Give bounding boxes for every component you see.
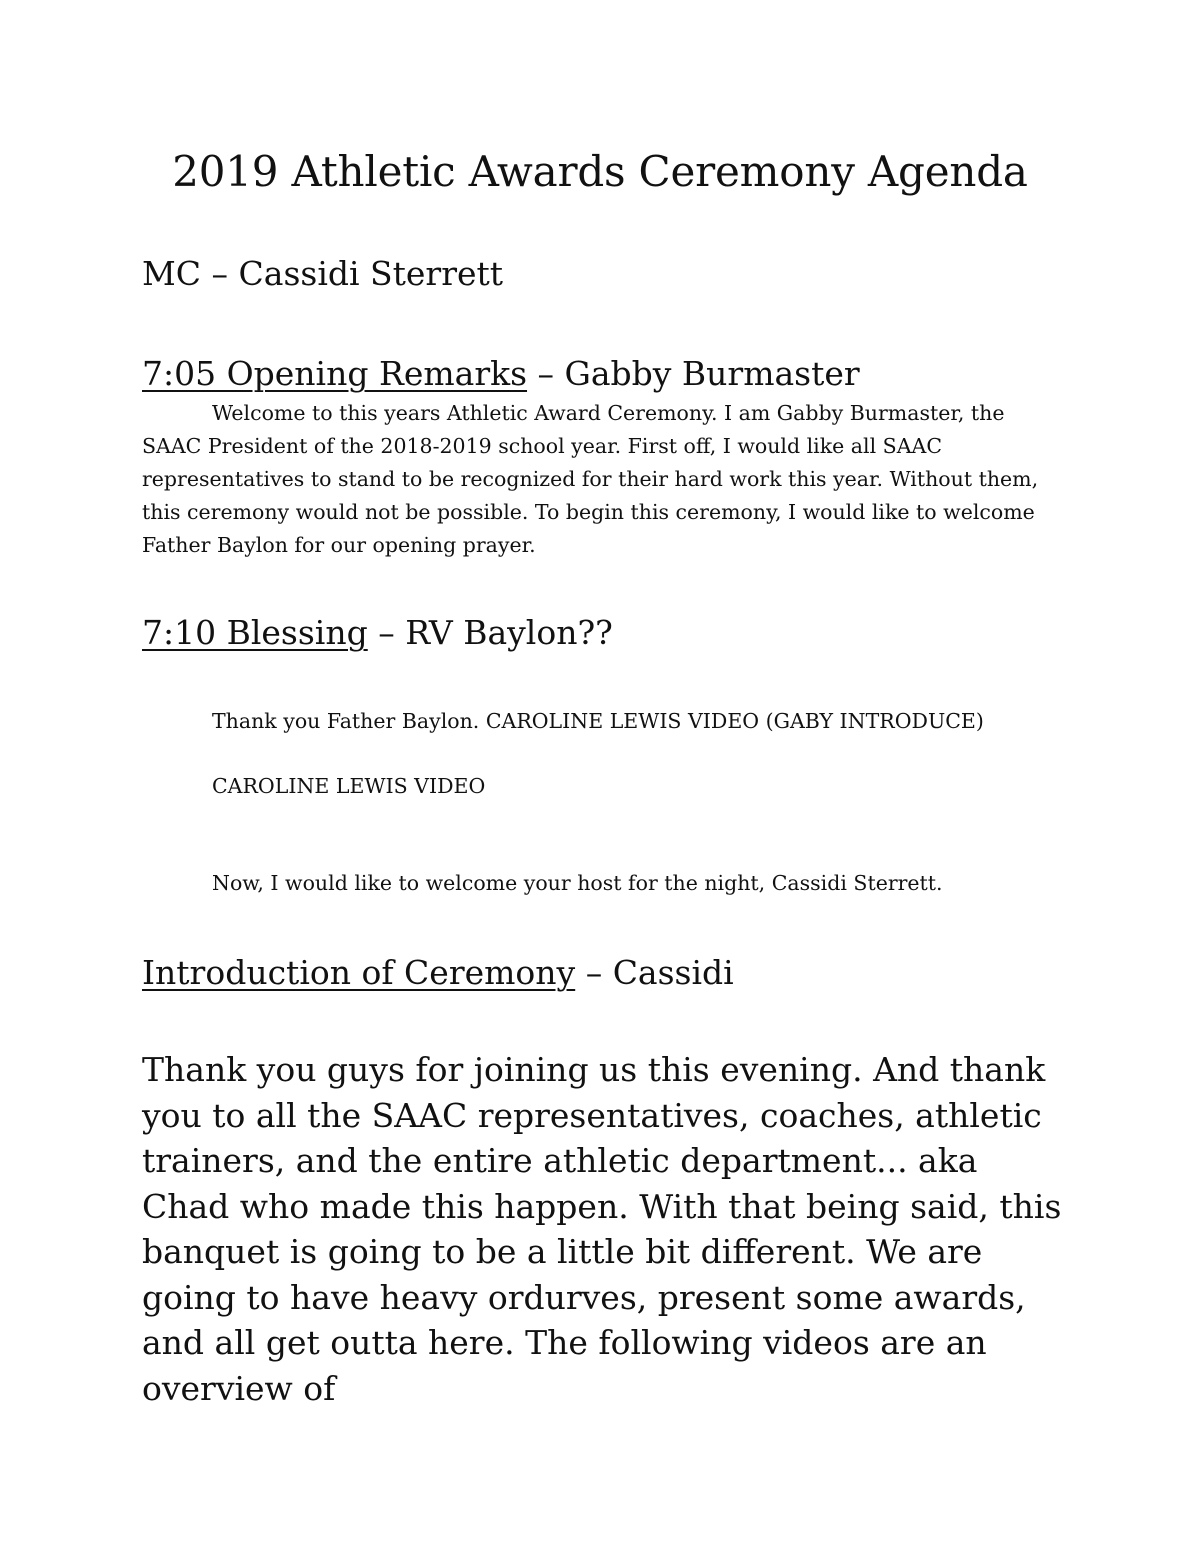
section-title: 7:05 Opening Remarks xyxy=(142,354,528,393)
section-speaker: RV Baylon?? xyxy=(405,613,613,652)
section-heading-blessing xyxy=(142,611,613,655)
document-title: 2019 Athletic Awards Ceremony Agenda xyxy=(172,147,1028,196)
introduction-paragraph: Thank you guys for joining us this evening. And thank you to all the SAAC representatives, coaches, athletic trainers, and the entire athletic department... aka Chad who made this happen. With that being said, this banquet is going to be a little bit different. We are going to have heavy ordurves, present some awards, and all get outta here. The following videos are an overview of xyxy=(142,1050,1062,1408)
section-speaker: Cassidi xyxy=(612,953,734,992)
section-heading-opening-remarks xyxy=(142,352,860,396)
section-title: Introduction of Ceremony xyxy=(142,953,576,992)
section-speaker: Gabby Burmaster xyxy=(564,354,860,393)
section-heading-introduction xyxy=(142,951,734,995)
section-separator: – xyxy=(527,354,565,393)
section-separator: – xyxy=(367,613,406,652)
mc-line: MC – Cassidi Sterrett xyxy=(142,254,504,293)
blessing-line: Now, I would like to welcome your host for the night, Cassidi Sterrett. xyxy=(212,871,943,895)
blessing-line: Thank you Father Baylon. CAROLINE LEWIS VIDEO (GABY INTRODUCE) xyxy=(212,709,984,733)
opening-remarks-paragraph: Welcome to this years Athletic Award Ceremony. I am Gabby Burmaster, the SAAC President of the 2018-2019 school year. First off, I would like all SAAC representatives to stand to be recognized for their hard work this year. Without them, this ceremony would not be possible. To begin this ceremony, I would like to welcome Father Baylon for our opening prayer. xyxy=(142,401,1039,557)
section-separator: – xyxy=(575,953,613,992)
section-title: 7:10 Blessing xyxy=(142,613,368,652)
blessing-line: CAROLINE LEWIS VIDEO xyxy=(212,774,486,798)
